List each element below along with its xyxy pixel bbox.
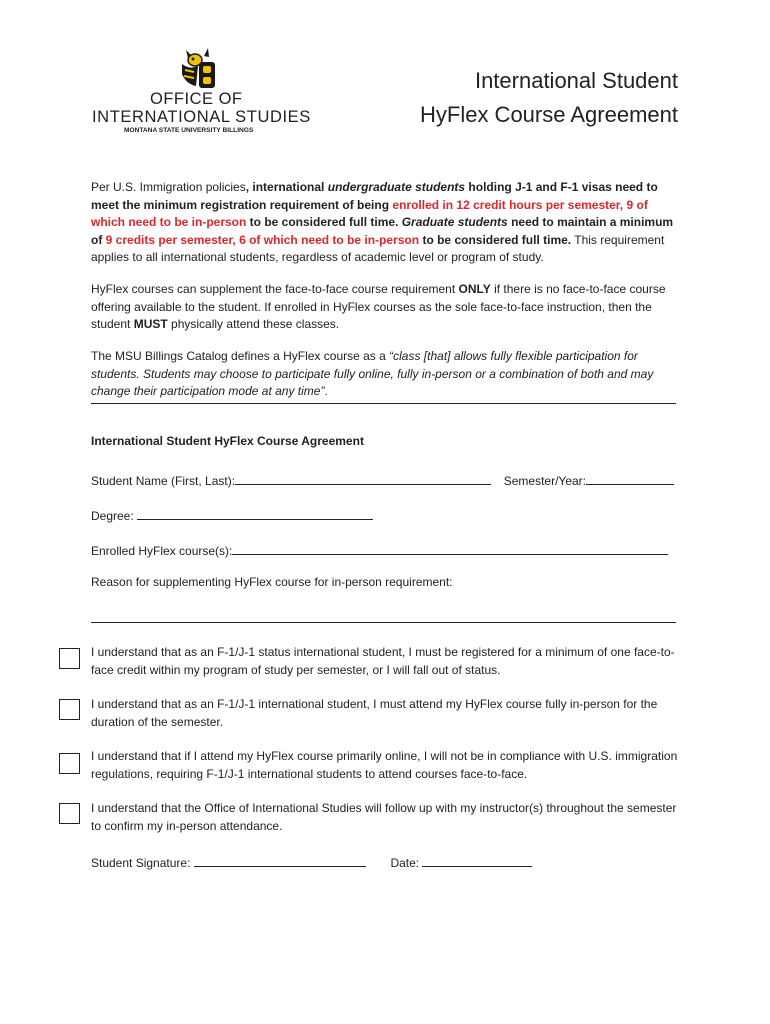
- agree-checkbox-3[interactable]: [59, 753, 80, 774]
- signature-row: [91, 852, 532, 870]
- degree-field[interactable]: [137, 505, 373, 520]
- p1-text: Per U.S. Immigration policies: [91, 180, 246, 194]
- date-field[interactable]: [422, 852, 532, 867]
- section-divider: [91, 403, 676, 404]
- signature-field[interactable]: [194, 852, 366, 867]
- p1-bold-5: to be considered full time.: [419, 232, 572, 247]
- enrolled-field[interactable]: [232, 540, 668, 555]
- hyflex-paragraph: [91, 281, 683, 334]
- p1-text-2: This requirement applies to all international students, regardless of academic level or program of study.: [91, 232, 665, 264]
- agree-checkbox-1[interactable]: [59, 648, 80, 669]
- statement-2: I understand that as an F-1/J-1 international student, I must attend my HyFlex course fully in-person for the duration of the semester.: [91, 697, 658, 729]
- p2-must: MUST: [133, 317, 168, 331]
- p3-end: .: [324, 384, 328, 398]
- degree-label: Degree:: [91, 509, 134, 523]
- p1-undergrad-requirement: enrolled in 12 credit hours per semester, 9 of which need to be in-person: [91, 197, 648, 229]
- semester-field[interactable]: [586, 470, 674, 485]
- form-title: International Student HyFlex Course Agreement: [91, 434, 364, 448]
- enrolled-row: [91, 540, 668, 558]
- p2-text-2: if there is no face-to-face course offering available to the student. If enrolled in HyFlex courses as the sole face-to-face instruction, then the student: [91, 282, 666, 331]
- title-line-1: International Student: [474, 68, 678, 93]
- p1-bold-3: to be considered full time.: [246, 215, 402, 229]
- agree-checkbox-4[interactable]: [59, 803, 80, 824]
- p1-bold: , international: [245, 180, 328, 194]
- signature-label: Student Signature:: [91, 856, 191, 870]
- policy-paragraph: [91, 179, 683, 267]
- statement-3: I understand that if I attend my HyFlex course primarily online, I will not be in compliance with U.S. immigration regulations, requiring F-1/J-1 international students to attend courses face-to-face.: [91, 749, 678, 781]
- date-label: Date:: [390, 856, 420, 870]
- reason-label: Reason for supplementing HyFlex course for in-person requirement:: [91, 575, 453, 589]
- title-line-2: HyFlex Course Agreement: [420, 102, 678, 127]
- student-name-label: Student Name (First, Last):: [91, 474, 236, 488]
- p1-bold-2: holding J-1 and F-1 visas need to meet the minimum registration requirement of being: [91, 180, 658, 212]
- agree-checkbox-2[interactable]: [59, 699, 80, 720]
- logo-line-2: INTERNATIONAL STUDIES: [92, 108, 311, 126]
- p1-undergrad: undergraduate students: [327, 180, 466, 194]
- reason-row: [91, 575, 453, 589]
- p1-bold-4: need to maintain a minimum of: [91, 215, 674, 247]
- student-name-row: [91, 470, 674, 488]
- student-name-field[interactable]: [235, 470, 491, 485]
- office-logo: [90, 46, 310, 136]
- semester-label: Semester/Year:: [503, 474, 586, 488]
- statement-4: I understand that the Office of International Studies will follow up with my instructor(s) throughout the semester to confirm my in-person attendance.: [91, 801, 677, 833]
- p1-graduate: Graduate students: [401, 215, 508, 229]
- p2-only: ONLY: [458, 282, 491, 296]
- p3-text: The MSU Billings Catalog defines a HyFlex course as a: [91, 349, 390, 363]
- logo-line-3: MONTANA STATE UNIVERSITY BILLINGS: [124, 127, 254, 134]
- p2-text: HyFlex courses can supplement the face-to-face course requirement: [91, 282, 459, 296]
- statement-1: I understand that as an F-1/J-1 status international student, I must be registered for a minimum of one face-to-face credit within my program of study per semester, or I will fall out of status.: [91, 645, 675, 677]
- p3-quote: “class [that] allows fully flexible participation for students. Students may choose to participate fully online, fully in-person or a combination of both and may change their participation mode at any time”: [91, 349, 654, 398]
- degree-row: [91, 505, 373, 523]
- catalog-paragraph: [91, 348, 683, 401]
- logo-line-1: OFFICE OF: [150, 90, 243, 108]
- p1-graduate-requirement: 9 credits per semester, 6 of which need to be in-person: [105, 232, 420, 247]
- p2-text-3: physically attend these classes.: [167, 317, 340, 331]
- enrolled-label: Enrolled HyFlex course(s):: [91, 544, 233, 558]
- reason-field[interactable]: [91, 622, 676, 623]
- yellowjacket-mascot-icon: [178, 46, 218, 90]
- document-title: [420, 64, 678, 132]
